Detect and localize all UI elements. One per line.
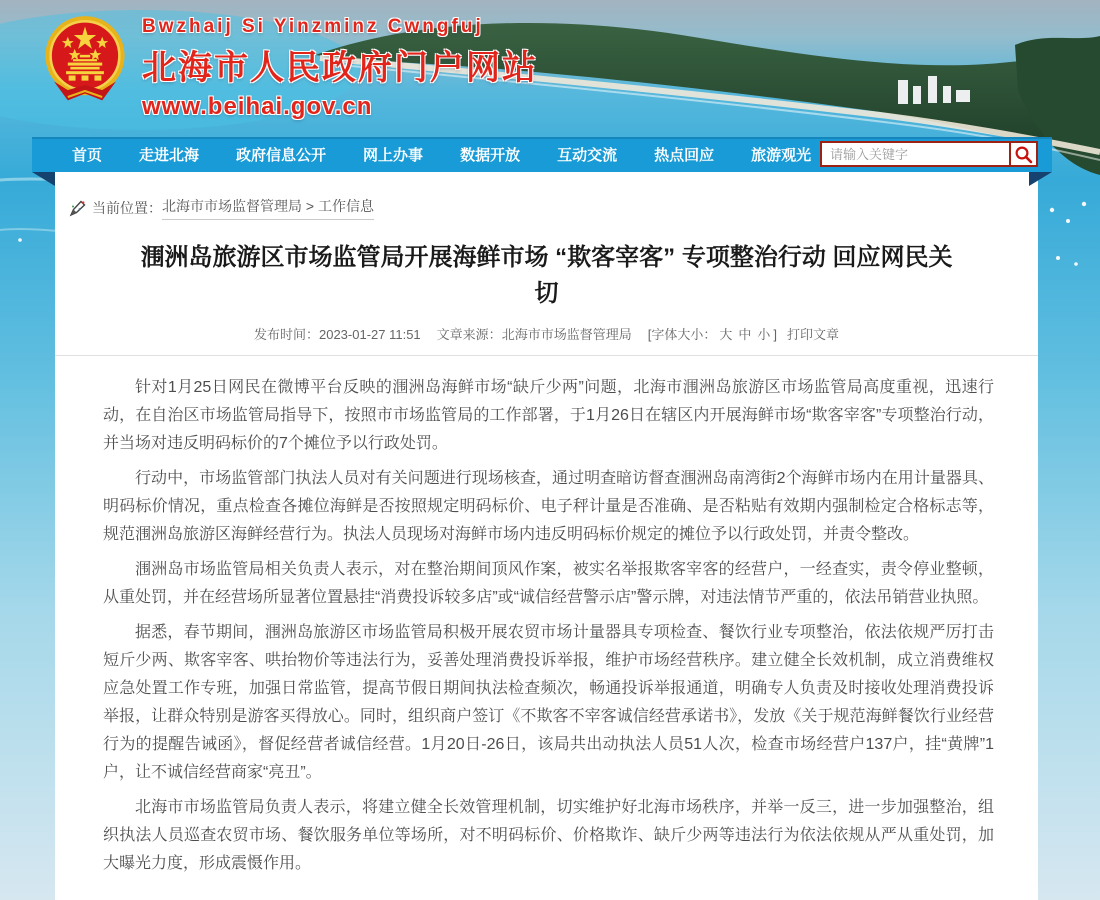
fontsize-small-button[interactable]: 小 bbox=[757, 327, 771, 342]
fontsize-large-button[interactable]: 大 bbox=[719, 327, 733, 342]
nav-list bbox=[32, 144, 811, 165]
site-name-zhuang: Bwzhaij Si Yinzminz Cwngfuj bbox=[142, 16, 484, 37]
publish-time-label: 发布时间： bbox=[253, 327, 319, 342]
fontsize-suffix: ] bbox=[773, 327, 777, 342]
site-logo[interactable] bbox=[42, 14, 538, 121]
breadcrumb-separator: > bbox=[302, 198, 318, 214]
breadcrumb-trail bbox=[162, 196, 374, 220]
source-value: 北海市市场监督管理局 bbox=[501, 327, 632, 342]
breadcrumb-org-link[interactable]: 北海市市场监督管理局 bbox=[162, 198, 302, 214]
article-paragraph: 针对1月25日网民在微博平台反映的涠洲岛海鲜市场“缺斤少两”问题，北海市涠洲岛旅游区市场监管局高度重视，迅速行动，在自治区市场监管局指导下，按照市市场监管局的工作部署，于1月26日在辖区内开展海鲜市场“欺客宰客”专项整治行动，并当场对违反明码标价的7个摊位予以行政处罚。 bbox=[103, 379, 994, 452]
nav-item-tourism[interactable]: 旅游观光 bbox=[751, 147, 812, 164]
source-label: 文章来源： bbox=[436, 327, 502, 342]
article-paragraph: 涠洲岛市场监管局相关负责人表示，对在整治期间顶风作案，被实名举报欺客宰客的经营户，一经查实，责令停业整顿，从重处罚，并在经营场所显著位置悬挂“消费投诉较多店”或“诚信经营警示店”警示牌，对违法情节严重的，依法吊销营业执照。 bbox=[103, 561, 994, 606]
nav-item-about-beihai[interactable]: 走进北海 bbox=[139, 147, 200, 164]
site-header bbox=[0, 0, 1100, 137]
search-button[interactable] bbox=[1009, 143, 1036, 165]
print-article-button[interactable]: 打印文章 bbox=[787, 327, 840, 342]
article-title: 涠洲岛旅游区市场监管局开展海鲜市场 “欺客宰客” 专项整治行动 回应网民关切 bbox=[140, 244, 953, 307]
site-url[interactable]: www.beihai.gov.cn bbox=[142, 93, 373, 120]
article-meta bbox=[55, 324, 1038, 343]
site-title-block bbox=[142, 14, 538, 121]
nav-item-interaction[interactable]: 互动交流 bbox=[557, 147, 618, 164]
article-paragraph: 北海市市场监管局负责人表示，将建立健全长效管理机制，切实维护好北海市场秩序，并举一反三，进一步加强整治，组织执法人员巡查农贸市场、餐饮服务单位等场所，对不明码标价、价格欺诈、缺斤少两等违法行为依法依规从严从重处罚，加大曝光力度，形成震慑作用。 bbox=[103, 799, 994, 872]
nav-item-hot-responses[interactable]: 热点回应 bbox=[654, 147, 715, 164]
breadcrumb bbox=[55, 172, 1038, 220]
fontsize-prefix: [字体大小： bbox=[647, 327, 717, 342]
article-paragraph: 行动中，市场监管部门执法人员对有关问题进行现场核查，通过明查暗访督查涠洲岛南湾街2个海鲜市场内在用计量器具、明码标价情况，重点检查各摊位海鲜是否按照规定明码标价、电子秤计量是否准确、是否粘贴有效期内强制检定合格标志等，规范涠洲岛旅游区海鲜经营行为。执法人员现场对海鲜市场内违反明码标价规定的摊位予以行政处罚，并责令整改。 bbox=[103, 470, 994, 543]
national-emblem-icon bbox=[42, 14, 128, 106]
magnifier-icon bbox=[1014, 145, 1033, 164]
location-pen-icon bbox=[69, 200, 86, 217]
search-box bbox=[820, 141, 1038, 167]
search-input[interactable] bbox=[822, 143, 1009, 165]
nav-item-gov-info[interactable]: 政府信息公开 bbox=[236, 147, 327, 164]
nav-item-online-services[interactable]: 网上办事 bbox=[363, 147, 424, 164]
article-body bbox=[55, 356, 1038, 878]
content-panel bbox=[55, 172, 1038, 900]
main-nav bbox=[32, 137, 1052, 172]
breadcrumb-section-link[interactable]: 工作信息 bbox=[317, 198, 374, 214]
article-paragraph: 据悉，春节期间，涠洲岛旅游区市场监管局积极开展农贸市场计量器具专项检查、餐饮行业专项整治，依法依规严厉打击短斤少两、欺客宰客、哄抬物价等违法行为，妥善处理消费投诉举报，维护市场经营秩序。建立健全长效机制，成立消费维权应急处置工作专班，加强日常监管，提高节假日期间执法检查频次，畅通投诉举报通道，明确专人负责及时接收处理消费投诉举报，让群众特别是游客买得放心。同时，组织商户签订《不欺客不宰客诚信经营承诺书》，发放《关于规范海鲜餐饮行业经营行为的提醒告诫函》，督促经营者诚信经营。1月20日-26日，该局共出动执法人员51人次，检查市场经营户137户，挂“黄牌”1户，让不诚信经营商家“亮丑”。 bbox=[103, 624, 994, 781]
nav-item-open-data[interactable]: 数据开放 bbox=[460, 147, 521, 164]
breadcrumb-label: 当前位置： bbox=[92, 200, 162, 216]
nav-item-home[interactable]: 首页 bbox=[72, 147, 103, 164]
site-name: 北海市人民政府门户网站 bbox=[142, 49, 538, 87]
publish-time-value: 2023-01-27 11:51 bbox=[318, 327, 421, 342]
fontsize-medium-button[interactable]: 中 bbox=[738, 327, 752, 342]
